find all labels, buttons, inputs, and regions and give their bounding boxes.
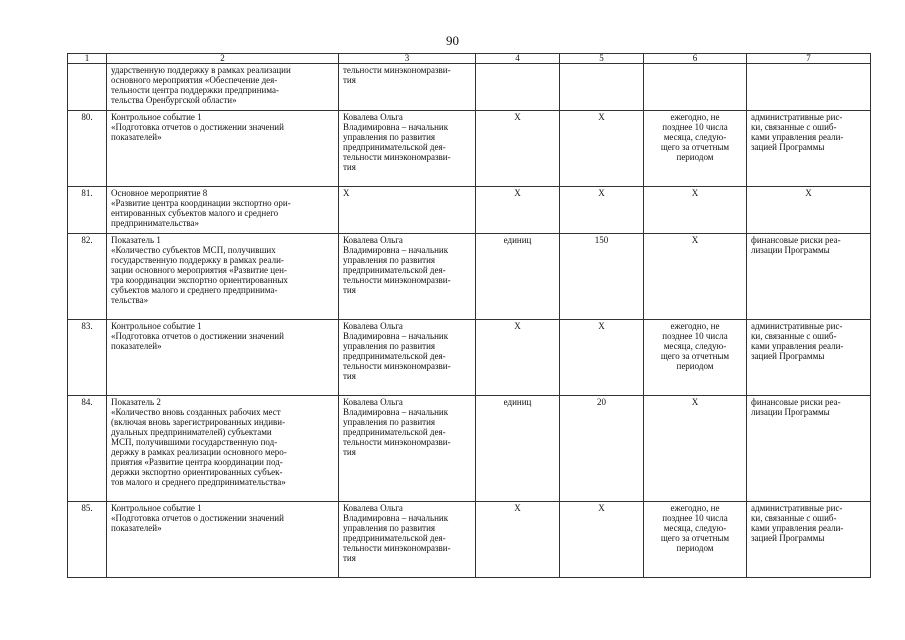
- cell-text-line: месяца, следую-: [663, 341, 727, 351]
- cell-text-line: щего за отчетным: [660, 533, 730, 543]
- cell-text-line: управления по развития: [343, 523, 436, 533]
- cell-text-line: субъектов малого и среднего предпринима-: [111, 285, 278, 295]
- cell-text-line: щего за отчетным: [660, 142, 730, 152]
- cell-text-line: тия: [343, 162, 356, 172]
- cell-text-line: «Развитие центра координации экспортно ори-: [111, 198, 291, 208]
- cell-text-line: управления по развития: [343, 255, 436, 265]
- cell-text-line: ежегодно, не: [670, 321, 720, 331]
- cell-text-line: ками управления реали-: [751, 523, 844, 533]
- cell-value: 81.: [81, 188, 93, 198]
- cell-text-line: Ковалева Ольга: [343, 397, 403, 407]
- value-cell: [560, 396, 644, 502]
- cell-text-line: предпринимательской дея-: [343, 265, 446, 275]
- cell-value: 82.: [81, 235, 93, 245]
- risks-cell: [747, 234, 871, 320]
- cell-text-line: зацией Программы: [751, 351, 825, 361]
- risks-cell: [747, 187, 871, 234]
- cell-text-line: периодом: [676, 152, 714, 162]
- cell-text-line: позднее 10 числа: [662, 331, 728, 341]
- cell-text-line: Владимировна – начальник: [343, 407, 449, 417]
- cell-text-line: показателей»: [111, 132, 162, 142]
- cell-text-line: щего за отчетным: [660, 351, 730, 361]
- item-name-cell: [107, 234, 339, 320]
- cell-text-line: тов малого и среднего предпринимательства»: [111, 477, 286, 487]
- cell-text-line: Ковалева Ольга: [343, 503, 403, 513]
- cell-text-line: ежегодно, не: [670, 503, 720, 513]
- responsible-cell: [339, 64, 476, 111]
- cell-value: Х: [598, 112, 605, 122]
- unit-cell: [476, 396, 560, 502]
- cell-value: Х: [514, 321, 521, 331]
- column-header: 3: [339, 54, 476, 64]
- cell-value: единиц: [503, 235, 532, 245]
- cell-text-line: Владимировна – начальник: [343, 331, 449, 341]
- cell-text-line: «Подготовка отчетов о достижении значений: [111, 122, 284, 132]
- unit-cell: [476, 234, 560, 320]
- cell-text-line: Показатель 1: [111, 235, 161, 245]
- cell-text-line: Х: [343, 188, 350, 198]
- header-row: [68, 54, 871, 64]
- cell-text-line: тия: [343, 447, 356, 457]
- value-cell: [560, 234, 644, 320]
- cell-text-line: держку в рамках реализации основного меро-: [111, 447, 287, 457]
- cell-text-line: Владимировна – начальник: [343, 122, 449, 132]
- cell-text-line: тельности минэкономразви-: [343, 275, 451, 285]
- cell-value: Х: [514, 503, 521, 513]
- cell-text-line: административные рис-: [751, 112, 843, 122]
- cell-text-line: ками управления реали-: [751, 341, 844, 351]
- table-row: [68, 64, 871, 111]
- unit-cell: [476, 64, 560, 111]
- table-row: [68, 320, 871, 396]
- cell-text-line: Х: [691, 188, 699, 198]
- cell-text-line: ки, связанные с ошиб-: [751, 513, 837, 523]
- responsible-cell: [339, 234, 476, 320]
- cell-text-line: управления по развития: [343, 341, 436, 351]
- cell-text-line: Х: [691, 235, 699, 245]
- cell-text-line: предпринимательской дея-: [343, 427, 446, 437]
- cell-text-line: месяца, следую-: [663, 132, 727, 142]
- cell-text-line: «Количество вновь созданных рабочих мест: [111, 407, 281, 417]
- item-name-cell: [107, 111, 339, 187]
- table-row: [68, 396, 871, 502]
- responsible-cell: [339, 111, 476, 187]
- cell-value: 150: [594, 235, 609, 245]
- cell-text-line: Контрольное событие 1: [111, 321, 202, 331]
- cell-text-line: дуальных предпринимателей) субъектами: [111, 427, 272, 437]
- cell-value: Х: [598, 503, 605, 513]
- row-number: [68, 234, 107, 320]
- cell-text-line: ударственную поддержку в рамках реализации: [111, 65, 291, 75]
- row-number: [68, 320, 107, 396]
- table-row: [68, 187, 871, 234]
- page-number: 90: [446, 33, 459, 48]
- risks-cell: [747, 502, 871, 578]
- cell-text-line: Контрольное событие 1: [111, 503, 202, 513]
- cell-text-line: Контрольное событие 1: [111, 112, 202, 122]
- row-number: [68, 64, 107, 111]
- cell-text-line: (включая вновь зарегистрированных индиви-: [111, 417, 286, 427]
- cell-value: 80.: [81, 112, 93, 122]
- cell-text-line: ками управления реали-: [751, 132, 844, 142]
- row-number: [68, 396, 107, 502]
- item-name-cell: [107, 64, 339, 111]
- cell-text-line: лизации Программы: [751, 245, 830, 255]
- cell-text-line: тельности минэкономразви-: [343, 437, 451, 447]
- cell-text-line: тельности центра поддержки предпринима-: [111, 85, 280, 95]
- deadline-cell: [644, 111, 747, 187]
- cell-text-line: административные рис-: [751, 503, 843, 513]
- cell-text-line: ки, связанные с ошиб-: [751, 331, 837, 341]
- cell-text-line: «Подготовка отчетов о достижении значений: [111, 331, 284, 341]
- unit-cell: [476, 187, 560, 234]
- cell-text-line: позднее 10 числа: [662, 513, 728, 523]
- cell-value: 20: [597, 397, 606, 407]
- cell-text-line: зацией Программы: [751, 142, 825, 152]
- cell-text-line: предпринимательской дея-: [343, 351, 446, 361]
- cell-text-line: приятия «Развитие центра координации под-: [111, 457, 283, 467]
- cell-text-line: тия: [343, 553, 356, 563]
- cell-text-line: «Подготовка отчетов о достижении значений: [111, 513, 284, 523]
- risks-cell: [747, 64, 871, 111]
- value-cell: [560, 320, 644, 396]
- cell-text-line: тия: [343, 75, 356, 85]
- cell-text-line: ки, связанные с ошиб-: [751, 122, 837, 132]
- cell-text-line: Ковалева Ольга: [343, 235, 403, 245]
- risks-cell: [747, 320, 871, 396]
- cell-text-line: тельности минэкономразви-: [343, 65, 451, 75]
- cell-value: 83.: [81, 321, 93, 331]
- risks-cell: [747, 111, 871, 187]
- unit-cell: [476, 320, 560, 396]
- deadline-cell: [644, 64, 747, 111]
- column-header: 1: [68, 54, 107, 64]
- column-header: 4: [476, 54, 560, 64]
- cell-text-line: Ковалева Ольга: [343, 321, 403, 331]
- cell-value: 84.: [81, 397, 93, 407]
- cell-value: Х: [514, 188, 521, 198]
- item-name-cell: [107, 187, 339, 234]
- cell-text-line: показателей»: [111, 341, 162, 351]
- deadline-cell: [644, 187, 747, 234]
- deadline-cell: [644, 502, 747, 578]
- item-name-cell: [107, 396, 339, 502]
- cell-text-line: государственную поддержку в рамках реали-: [111, 255, 284, 265]
- cell-text-line: Владимировна – начальник: [343, 245, 449, 255]
- cell-text-line: позднее 10 числа: [662, 122, 728, 132]
- cell-text-line: основного мероприятия «Обеспечение дея-: [111, 75, 278, 85]
- responsible-cell: [339, 320, 476, 396]
- cell-text-line: предпринимательства»: [111, 218, 200, 228]
- cell-value: единиц: [503, 397, 532, 407]
- cell-text-line: финансовые риски реа-: [751, 397, 841, 407]
- cell-text-line: показателей»: [111, 523, 162, 533]
- cell-text-line: Ковалева Ольга: [343, 112, 403, 122]
- cell-text-line: Владимировна – начальник: [343, 513, 449, 523]
- value-cell: [560, 64, 644, 111]
- value-cell: [560, 111, 644, 187]
- value-cell: [560, 187, 644, 234]
- item-name-cell: [107, 320, 339, 396]
- cell-value: 85.: [81, 503, 93, 513]
- column-header: 6: [644, 54, 747, 64]
- cell-value: Х: [598, 188, 605, 198]
- cell-text-line: месяца, следую-: [663, 523, 727, 533]
- cell-text-line: держки экспортно ориентированных субъек-: [111, 467, 283, 477]
- cell-text-line: тия: [343, 285, 356, 295]
- cell-text-line: лизации Программы: [751, 407, 830, 417]
- value-cell: [560, 502, 644, 578]
- cell-text-line: тельности минэкономразви-: [343, 152, 451, 162]
- cell-value: Х: [514, 112, 521, 122]
- cell-text-line: тельности минэкономразви-: [343, 361, 451, 371]
- cell-text-line: тельства»: [111, 295, 149, 305]
- cell-text-line: тра координации экспортно ориентированных: [111, 275, 288, 285]
- unit-cell: [476, 502, 560, 578]
- cell-text-line: периодом: [676, 543, 714, 553]
- cell-text-line: периодом: [676, 361, 714, 371]
- deadline-cell: [644, 320, 747, 396]
- responsible-cell: [339, 187, 476, 234]
- deadline-cell: [644, 396, 747, 502]
- table-row: [68, 502, 871, 578]
- cell-text-line: предпринимательской дея-: [343, 533, 446, 543]
- cell-text-line: МСП, получившими государственную под-: [111, 437, 278, 447]
- row-number: [68, 502, 107, 578]
- cell-text-line: управления по развития: [343, 417, 436, 427]
- item-name-cell: [107, 502, 339, 578]
- row-number: [68, 111, 107, 187]
- cell-text-line: «Количество субъектов МСП, получивших: [111, 245, 276, 255]
- cell-text-line: Показатель 2: [111, 397, 161, 407]
- cell-value: Х: [598, 321, 605, 331]
- cell-text-line: управления по развития: [343, 132, 436, 142]
- table-row: [68, 234, 871, 320]
- table-row: [68, 111, 871, 187]
- cell-text-line: Х: [691, 397, 699, 407]
- cell-text-line: ентированных субъектов малого и среднего: [111, 208, 279, 218]
- program-table: [67, 53, 871, 578]
- column-header: 7: [747, 54, 871, 64]
- cell-text-line: Х: [805, 188, 812, 198]
- deadline-cell: [644, 234, 747, 320]
- row-number: [68, 187, 107, 234]
- cell-text-line: финансовые риски реа-: [751, 235, 841, 245]
- risks-cell: [747, 396, 871, 502]
- column-header: 2: [107, 54, 339, 64]
- cell-text-line: тельства Оренбургской области»: [111, 95, 237, 105]
- unit-cell: [476, 111, 560, 187]
- cell-text-line: ежегодно, не: [670, 112, 720, 122]
- cell-text-line: зации основного мероприятия «Развитие цен-: [111, 265, 287, 275]
- responsible-cell: [339, 502, 476, 578]
- cell-text-line: тельности минэкономразви-: [343, 543, 451, 553]
- cell-text-line: тия: [343, 371, 356, 381]
- cell-text-line: административные рис-: [751, 321, 843, 331]
- cell-text-line: Основное мероприятие 8: [111, 188, 208, 198]
- cell-text-line: зацией Программы: [751, 533, 825, 543]
- column-header: 5: [560, 54, 644, 64]
- responsible-cell: [339, 396, 476, 502]
- cell-text-line: предпринимательской дея-: [343, 142, 446, 152]
